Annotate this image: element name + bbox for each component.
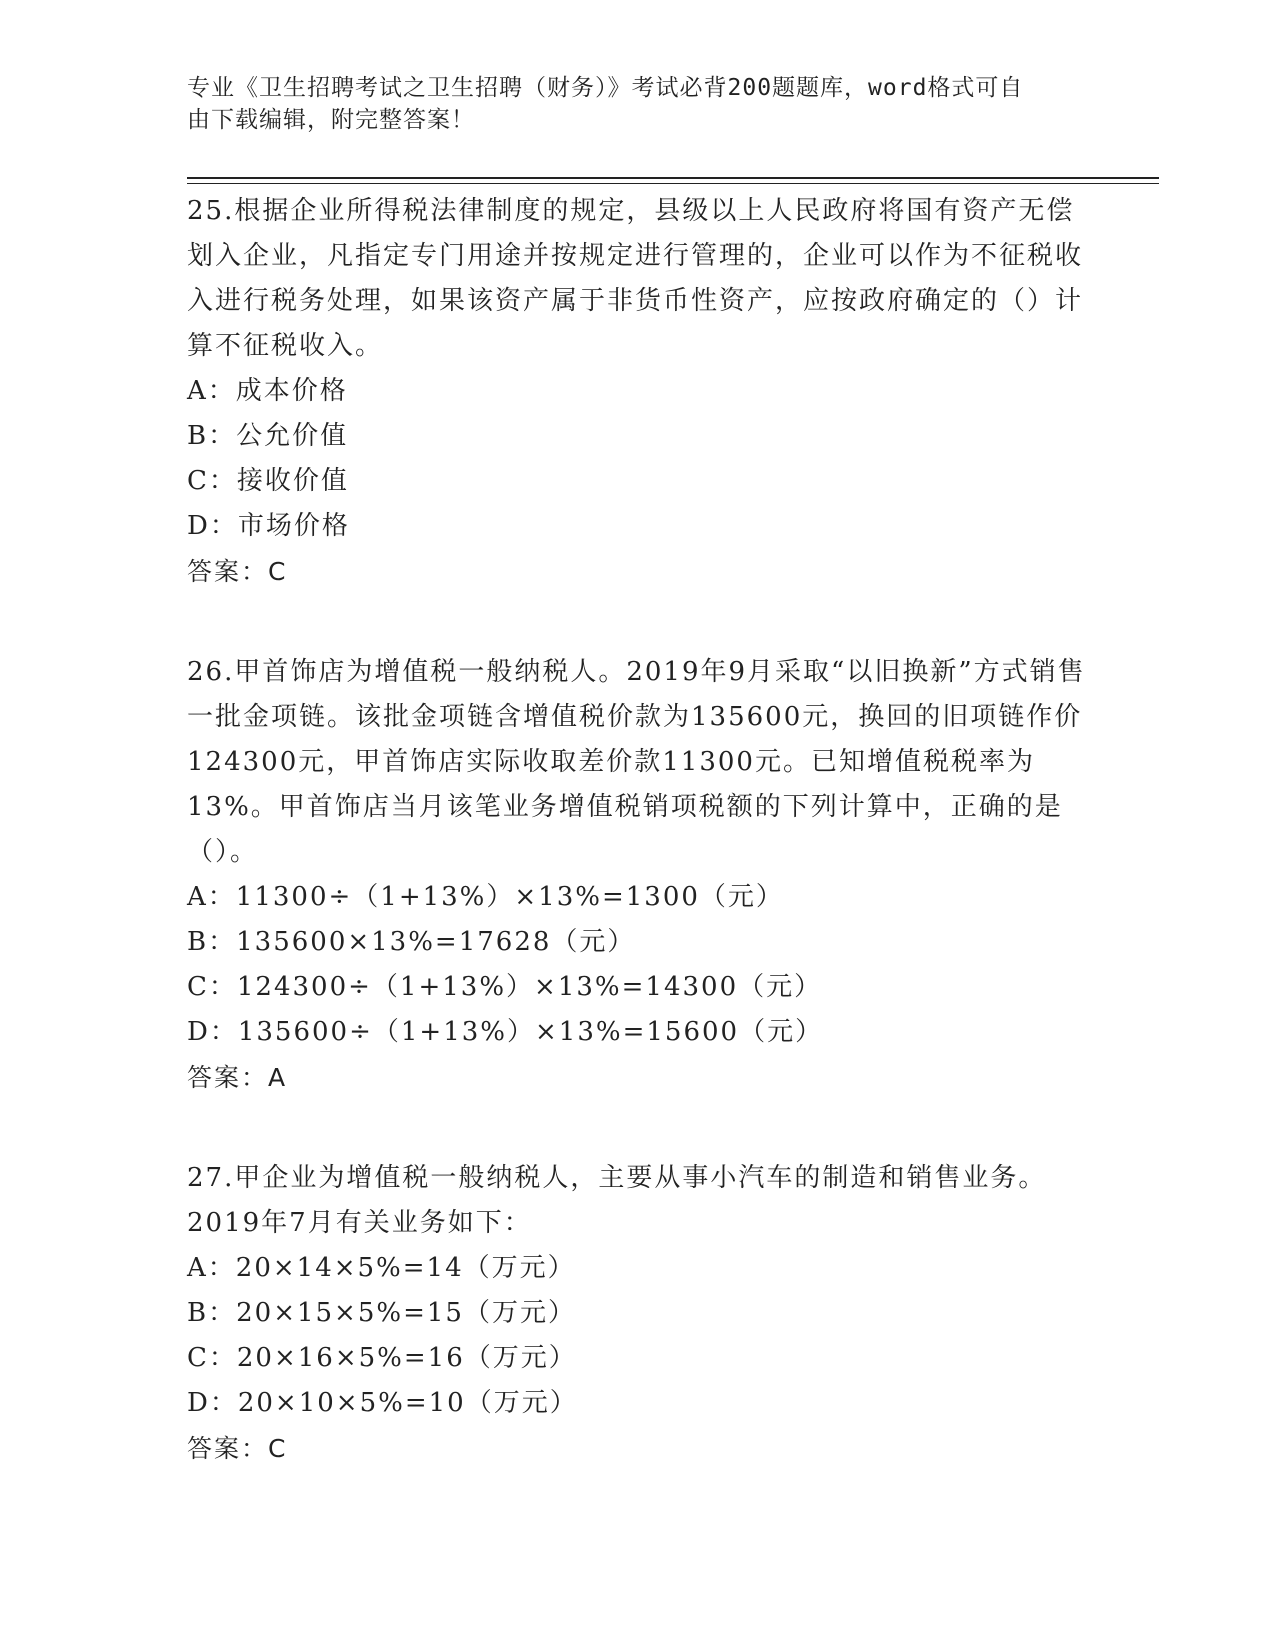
option-a: A：20×14×5%=14（万元）: [187, 1253, 576, 1283]
option-d: D：135600÷（1+13%）×13%=15600（元）: [187, 1017, 824, 1047]
header-divider-thin: [187, 183, 1159, 184]
question-stem: 26.甲首饰店为增值税一般纳税人。2019年9月采取“以旧换新”方式销售一批金项链。该批金项链含增值税价款为135600元，换回的旧项链作价124300元，甲首饰店实际收取差价款11300元。已知增值税税率为13%。甲首饰店当月该笔业务增值税销项税额的下列计算中，正确的是（）。: [187, 657, 1086, 867]
question-stem: 27.甲企业为增值税一般纳税人，主要从事小汽车的制造和销售业务。2019年7月有关业务如下：: [187, 1163, 1047, 1238]
answer-label: 答案：C: [187, 557, 288, 586]
option-d: D：市场价格: [187, 511, 350, 541]
question-27: [187, 1156, 1087, 1471]
header-line-2: 由下载编辑，附完整答案！: [187, 107, 475, 133]
option-c: C：接收价值: [187, 466, 349, 496]
header-divider-thick: [187, 177, 1159, 179]
option-a: A：11300÷（1+13%）×13%=1300（元）: [187, 882, 784, 912]
question-list: [187, 189, 1087, 1527]
option-c: C：20×16×5%=16（万元）: [187, 1343, 577, 1373]
answer-label: 答案：C: [187, 1434, 288, 1463]
question-26: [187, 650, 1087, 1100]
option-b: B：20×15×5%=15（万元）: [187, 1298, 576, 1328]
option-b: B：135600×13%=17628（元）: [187, 927, 636, 957]
option-c: C：124300÷（1+13%）×13%=14300（元）: [187, 972, 823, 1002]
question-25: [187, 189, 1087, 594]
option-d: D：20×10×5%=10（万元）: [187, 1388, 578, 1418]
header-line-1: 专业《卫生招聘考试之卫生招聘（财务）》考试必背200题题库，word格式可自: [187, 75, 1024, 101]
option-a: A：成本价格: [187, 376, 348, 406]
document-header: [187, 72, 1067, 136]
answer-label: 答案：A: [187, 1063, 288, 1092]
question-stem: 25.根据企业所得税法律制度的规定，县级以上人民政府将国有资产无偿划入企业，凡指定专门用途并按规定进行管理的，企业可以作为不征税收入进行税务处理，如果该资产属于非货币性资产，应按政府确定的（）计算不征税收入。: [187, 196, 1084, 361]
option-b: B：公允价值: [187, 421, 349, 451]
